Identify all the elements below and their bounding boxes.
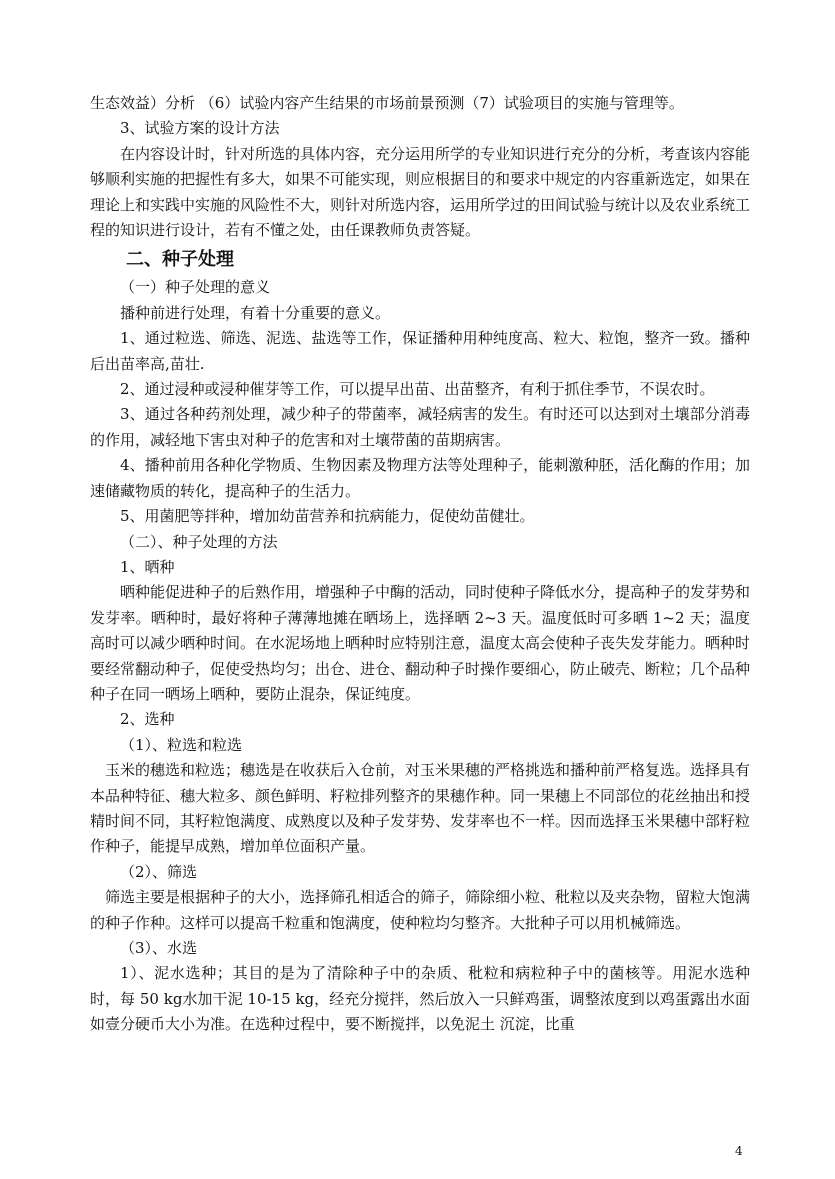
paragraph: 1）、泥水选种；其目的是为了清除种子中的杂质、秕粒和病粒种子中的菌核等。用泥水选种时，每 50 kg水加干泥 10-15 kg，经充分搅拌，然后放入一只鲜鸡蛋，调整浓度到以鸡蛋露出水面如壹分硬币大小为准。在选种过程中，要不断搅拌，以免泥土 沉淀，比重 (90, 964, 750, 1034)
paragraph: （1）、粒选和粒选 (120, 735, 243, 754)
paragraph: 1、晒种 (120, 557, 175, 576)
paragraph: 玉米的穗选和粒选；穗选是在收获后入仓前，对玉米果穗的严格挑选和播种前严格复选。选择具有本品种特征、穗大粒多、颜色鲜明、籽粒排列整齐的果穗作种。同一果穗上不同部位的花丝抽出和授精时间不同，其籽粒饱满度、成熟度以及种子发芽势、发芽率也不一样。因而选择玉米果穗中部籽粒作种子，能提早成熟，增加单位面积产量。 (90, 761, 751, 856)
paragraph: 筛选主要是根据种子的大小，选择筛孔相适合的筛子，筛除细小粒、秕粒以及夹杂物，留粒大饱满的种子作种。这样可以提高千粒重和饱满度，使种粒均匀整齐。大批种子可以用机械筛选。 (90, 888, 751, 932)
intro-paragraphs (90, 91, 750, 243)
paragraph: 在内容设计时，针对所选的具体内容，充分运用所学的专业知识进行充分的分析，考查该内容能够顺利实施的把握性有多大，如果不可能实现，则应根据目的和要求中规定的内容重新选定，如果在理论上和实践中实施的风险性不大，则针对所选内容，运用所学过的田间试验与统计以及农业系统工程的知识进行设计，若有不懂之处，由任课教师负责答疑。 (90, 144, 751, 240)
paragraph: （3）、水选 (120, 939, 198, 957)
seed-treatment-paragraphs (90, 275, 750, 1037)
page-number: 4 (735, 1144, 743, 1158)
document-body (90, 91, 750, 1038)
paragraph: （二）、种子处理的方法 (120, 532, 278, 551)
paragraph: 播种前进行处理，有着十分重要的意义。 (120, 303, 391, 322)
paragraph: 4、播种前用各种化学物质、生物因素及物理方法等处理种子，能刺激种胚，活化酶的作用；加速储藏物质的转化，提高种子的生活力。 (90, 456, 750, 500)
paragraph: 3、试验方案的设计方法 (120, 119, 280, 138)
paragraph: （2）、筛选 (120, 862, 198, 881)
paragraph: （一）种子处理的意义 (120, 278, 271, 297)
paragraph: 晒种能促进种子的后熟作用，增强种子中酶的活动，同时使种子降低水分，提高种子的发芽势和发芽率。晒种时，最好将种子薄薄地摊在晒场上，选择晒 2~3 天。温度低时可多晒 1~2 天；温度高时可以减少晒种时间。在水泥场地上晒种时应特别注意，温度太高会使种子丧失发芽能力。晒种时要经常翻动种子，促使受热均匀；出仓、进仓、翻动种子时操作要细心，防止破壳、断粒；几个品种种子在同一晒场上晒种，要防止混杂，保证纯度。 (90, 583, 751, 703)
paragraph: 3、通过各种药剂处理，减少种子的带菌率，减轻病害的发生。有时还可以达到对土壤部分消毒的作用，减轻地下害虫对种子的危害和对土壤带菌的苗期病害。 (90, 405, 750, 449)
paragraph: 5、用菌肥等拌种，增加幼苗营养和抗病能力，促使幼苗健壮。 (120, 507, 535, 526)
section-heading: 二、种子处理 (126, 249, 234, 271)
paragraph: 1、通过粒选、筛选、泥选、盐选等工作，保证播种用种纯度高、粒大、粒饱，整齐一致。播种后出苗率高,苗壮. (90, 329, 750, 373)
paragraph: 2、选种 (120, 710, 175, 729)
paragraph: 2、通过浸种或浸种催芽等工作，可以提早出苗、出苗整齐，有利于抓住季节，不误农时。 (120, 380, 715, 399)
paragraph: 生态效益）分析 （6）试验内容产生结果的市场前景预测（7）试验项目的实施与管理等。 (90, 94, 684, 112)
